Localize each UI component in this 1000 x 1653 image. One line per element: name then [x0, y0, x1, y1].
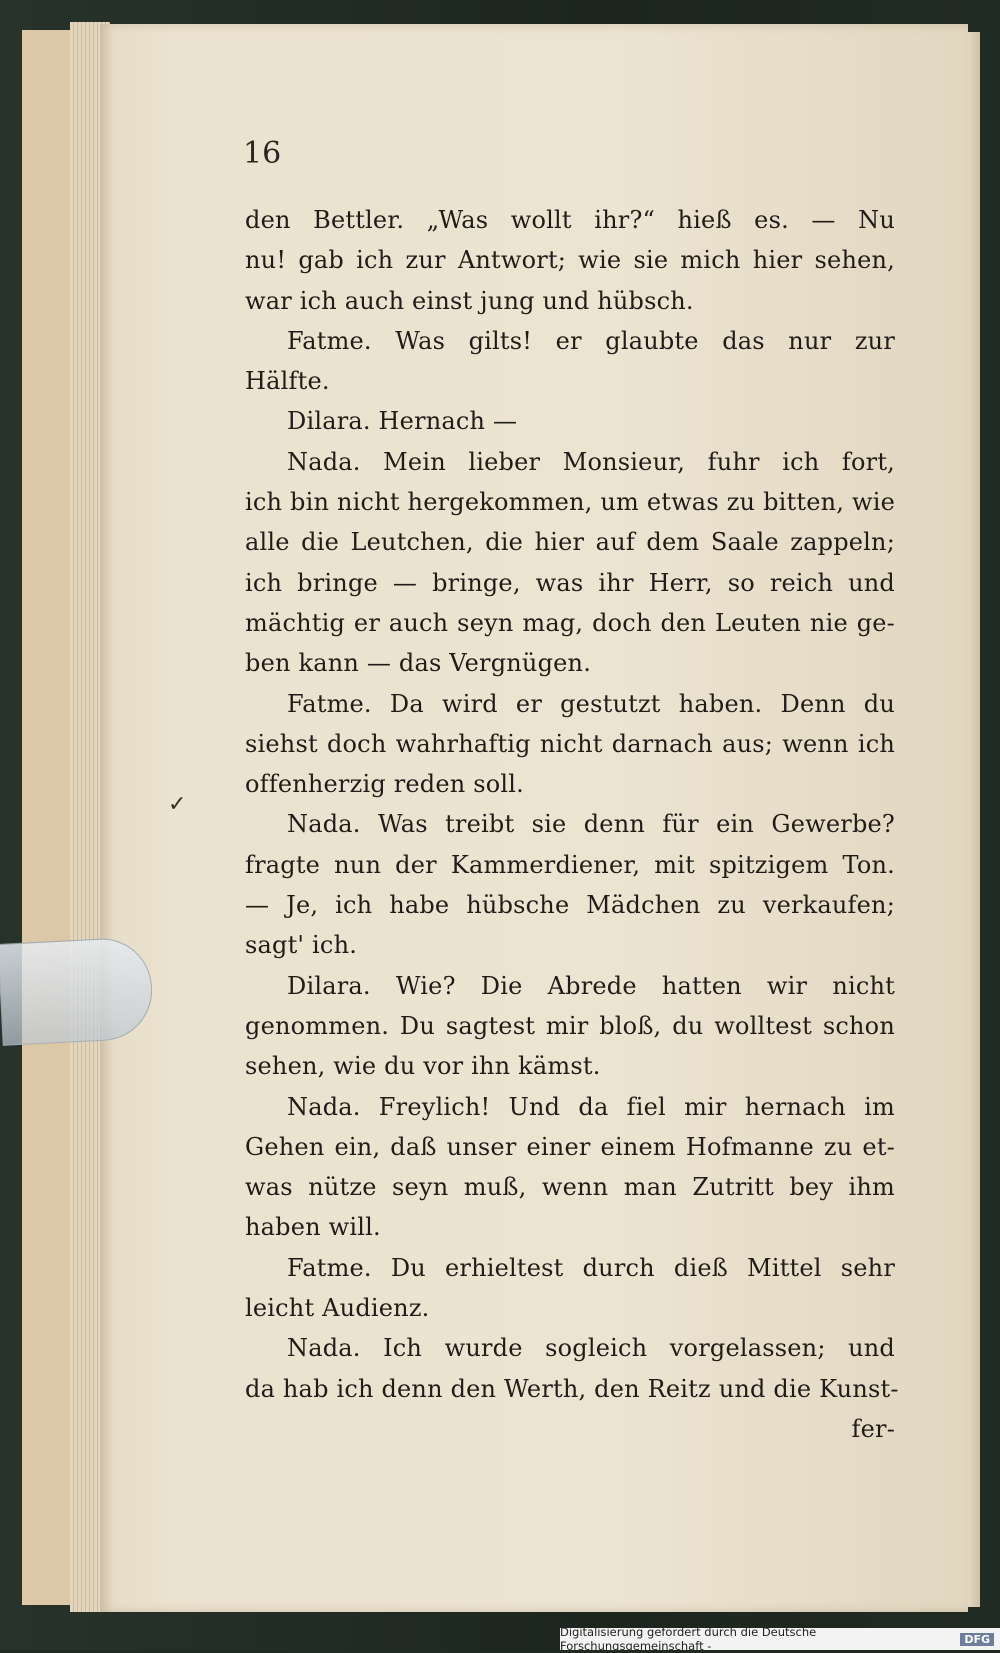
text-line: Fatme. Du erhieltest durch dieß Mittel sehr	[287, 1253, 895, 1282]
text-line: Fatme. Was gilts! er glaubte das nur zur	[287, 326, 895, 355]
text-line: mächtig er auch seyn mag, doch den Leuten nie ge-	[245, 608, 895, 637]
text-line: — Je, ich habe hübsche Mädchen zu verkaufen;	[245, 891, 895, 920]
text-line: Fatme. Da wird er gestutzt haben. Denn du	[287, 689, 895, 718]
text-line: sagt' ich.	[245, 931, 358, 960]
text-line: den Bettler. „Was wollt ihr?“ hieß es. — Nu	[245, 206, 895, 234]
text-line: Nada. Mein lieber Monsieur, fuhr ich fort,	[287, 447, 895, 476]
digitization-footer	[560, 1625, 1000, 1653]
text-line: ich bringe — bringe, was ihr Herr, so reich und	[245, 568, 895, 597]
text-line: haben will.	[245, 1213, 381, 1242]
text-line: Dilara. Wie? Die Abrede hatten wir nicht	[287, 971, 895, 1000]
text-line: ben kann — das Vergnügen.	[245, 649, 592, 678]
text-line: Dilara. Hernach —	[287, 407, 518, 436]
text-line: da hab ich denn den Werth, den Reitz und die Kunst-	[245, 1374, 899, 1403]
text-line: genommen. Du sagtest mir bloß, du wolltest schon	[245, 1011, 895, 1040]
text-line: alle die Leutchen, die hier auf dem Saale zappeln;	[245, 528, 895, 557]
text-line: nu! gab ich zur Antwort; wie sie mich hier sehen,	[245, 246, 895, 275]
text-line: Nada. Ich wurde sogleich vorgelassen; und	[287, 1334, 895, 1363]
text-line: leicht Audienz.	[245, 1294, 430, 1323]
text-line: ich bin nicht hergekommen, um etwas zu bitten, wie	[245, 488, 895, 517]
text-line: Nada. Freylich! Und da fiel mir hernach im	[287, 1092, 895, 1121]
text-line: Nada. Was treibt sie denn für ein Gewerbe?	[287, 810, 895, 839]
text-line: sehen, wie du vor ihn kämst.	[245, 1052, 601, 1081]
text-line: offenherzig reden soll.	[245, 770, 524, 799]
footer-text: Digitalisierung gefördert durch die Deutsche Forschungsgemeinschaft -	[560, 1625, 817, 1653]
text-line: war ich auch einst jung und hübsch.	[245, 286, 694, 315]
catchword: fer-	[851, 1414, 895, 1443]
dfg-logo: DFG	[960, 1633, 994, 1646]
text-line: was nütze seyn muß, wenn man Zutritt bey ihm	[245, 1173, 895, 1202]
page-text	[245, 200, 899, 1449]
plastic-page-clip	[0, 936, 155, 1046]
text-line: fragte nun der Kammerdiener, mit spitzigem Ton.	[245, 850, 895, 879]
text-line: Gehen ein, daß unser einer einem Hofmanne zu et-	[245, 1132, 895, 1161]
page-number: 16	[243, 136, 282, 171]
text-line: Hälfte.	[245, 367, 330, 396]
text-line: siehst doch wahrhaftig nicht darnach aus; wenn ich	[245, 729, 895, 758]
margin-mark: ✓	[168, 792, 187, 817]
